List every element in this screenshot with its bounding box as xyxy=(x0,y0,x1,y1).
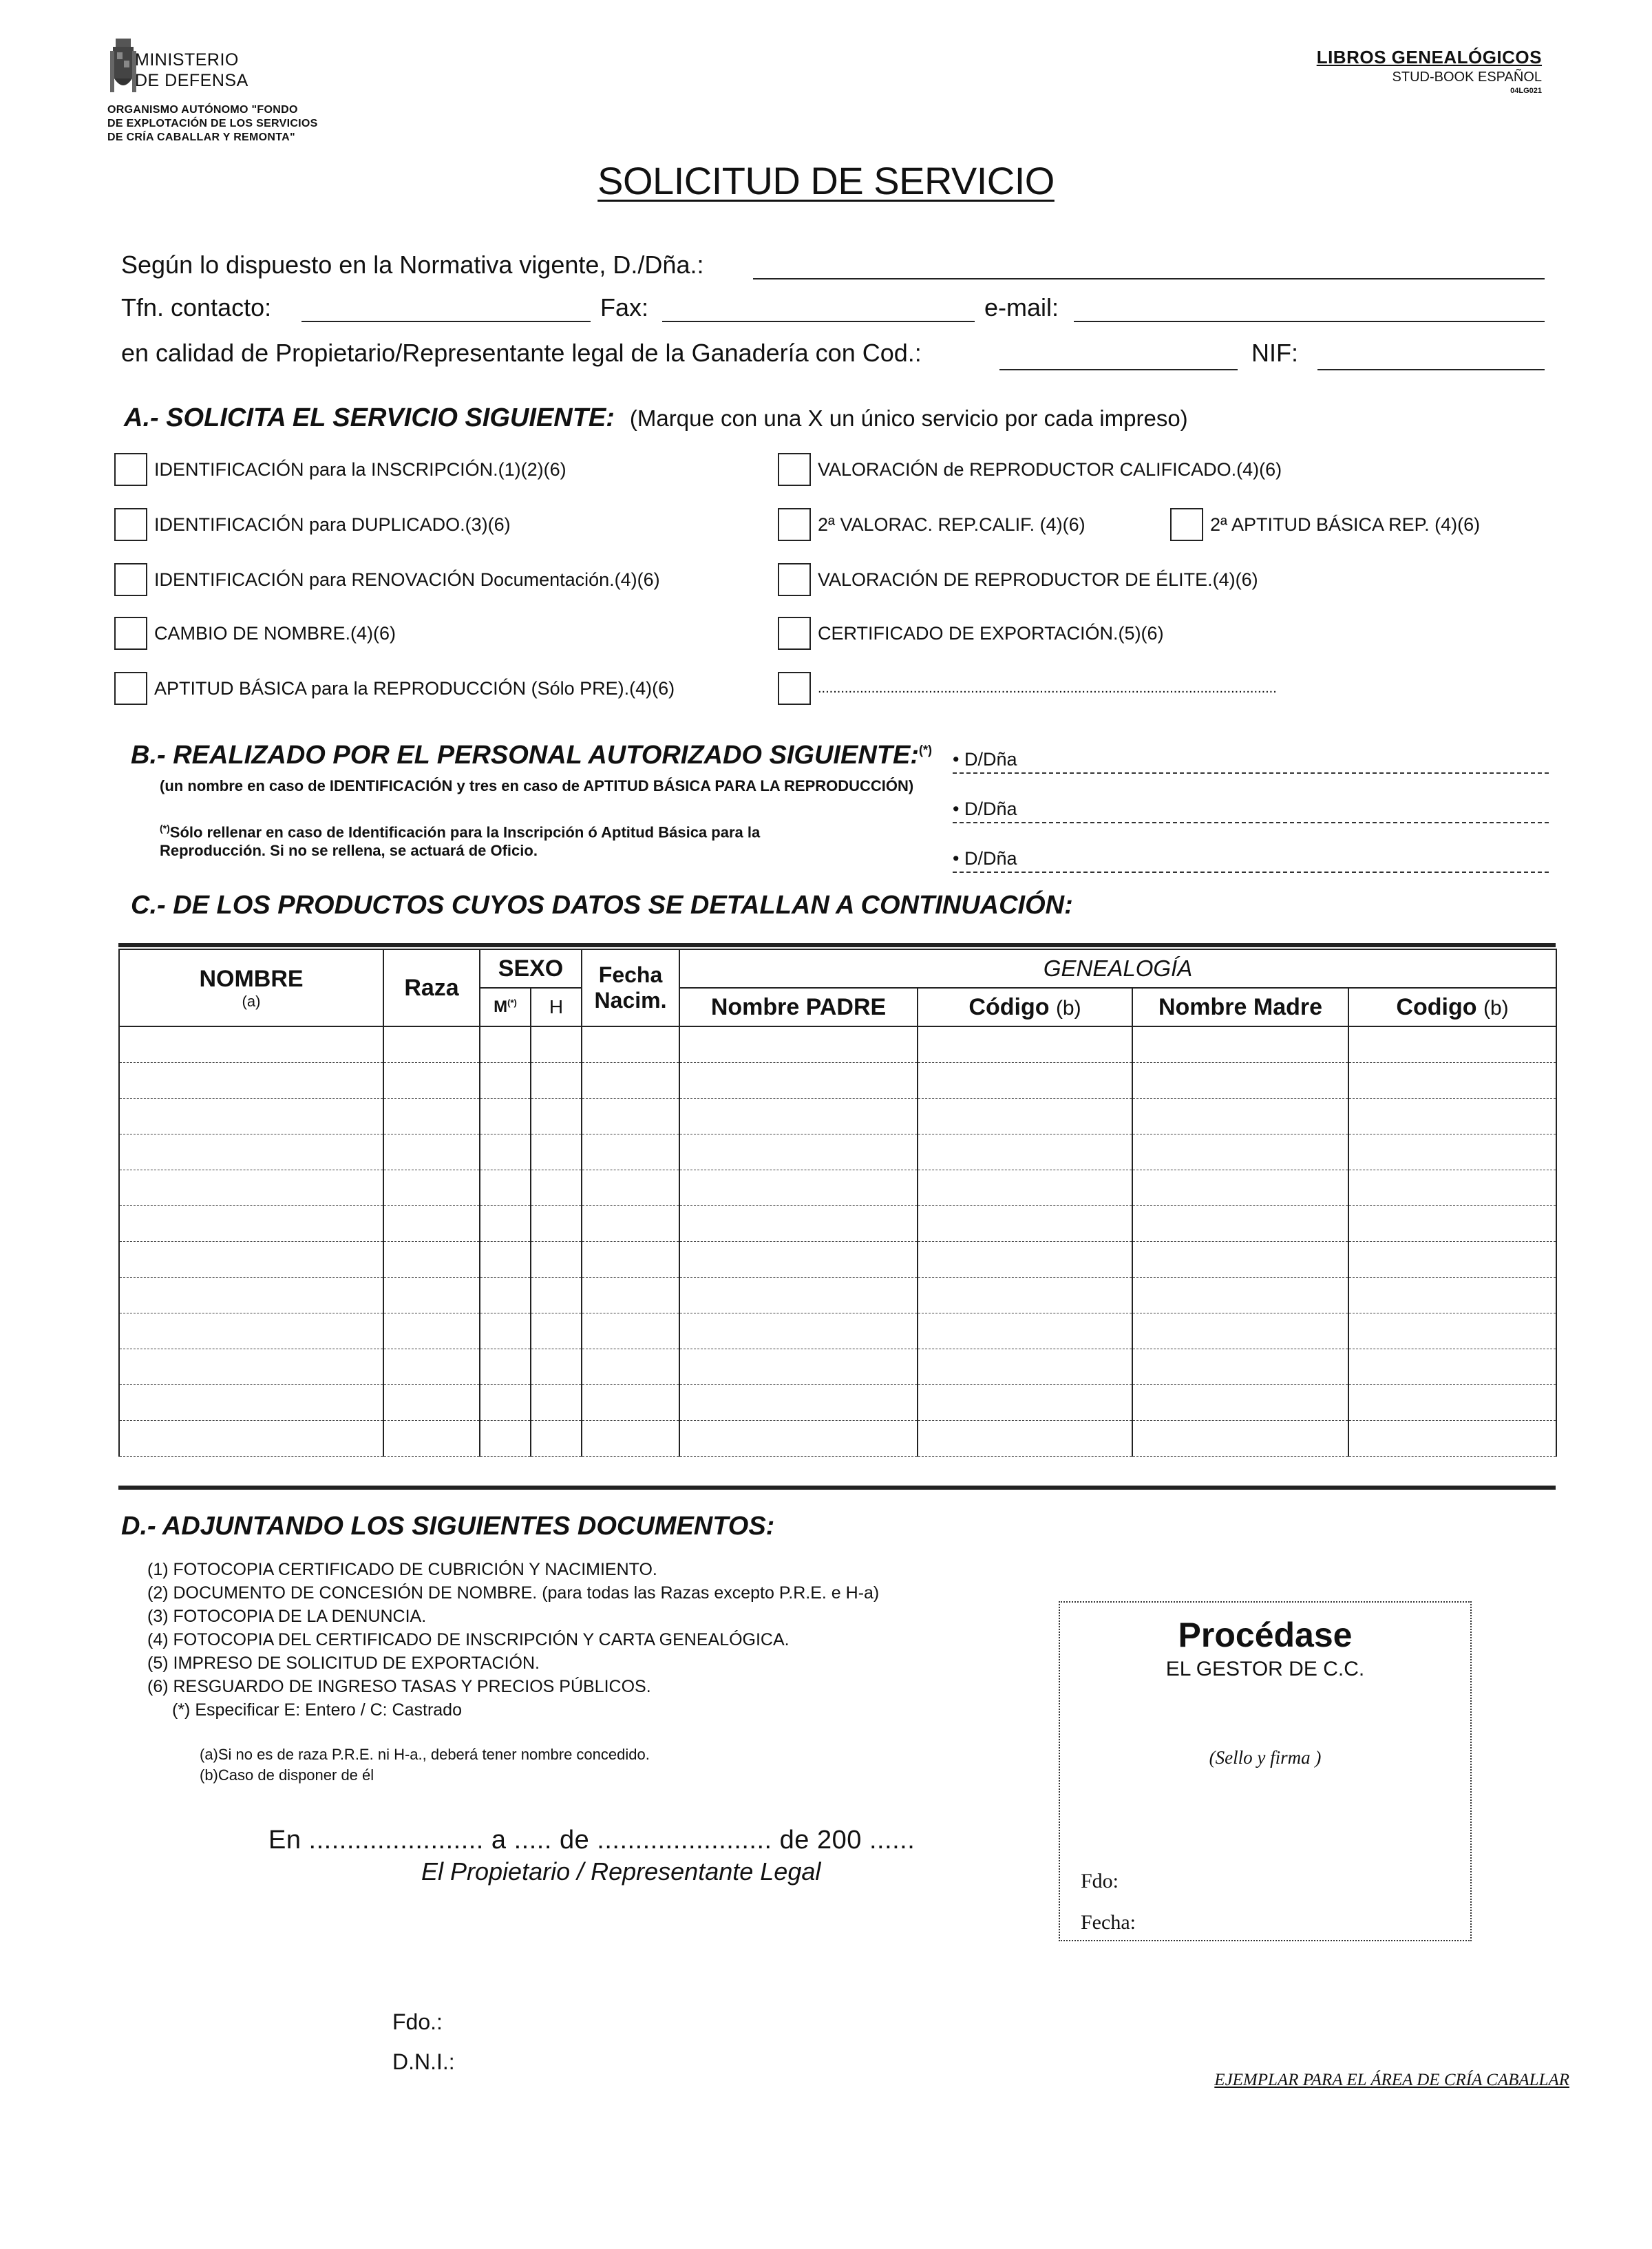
table-cell[interactable] xyxy=(679,1349,918,1385)
table-row xyxy=(119,1099,1556,1134)
section-c-title: C.- DE LOS PRODUCTOS CUYOS DATOS SE DETALLAN A CONTINUACIÓN: xyxy=(131,891,1073,920)
doc-item: (6) RESGUARDO DE INGRESO TASAS Y PRECIOS PÚBLICOS. xyxy=(147,1677,651,1696)
procedase-label: Procédase xyxy=(1178,1616,1353,1654)
option-valoracion-calificado[interactable] xyxy=(778,453,1282,486)
table-cell[interactable] xyxy=(582,1099,679,1134)
doc-item: (4) FOTOCOPIA DEL CERTIFICADO DE INSCRIPCIÓN Y CARTA GENEALÓGICA. xyxy=(147,1630,790,1649)
doc-item: (1) FOTOCOPIA CERTIFICADO DE CUBRICIÓN Y NACIMIENTO. xyxy=(147,1560,657,1579)
table-cell[interactable] xyxy=(480,1170,531,1206)
table-cell[interactable] xyxy=(119,1206,383,1242)
option-label: APTITUD BÁSICA para la REPRODUCCIÓN (Sólo PRE).(4)(6) xyxy=(154,677,675,699)
codigo-madre-label: Codigo xyxy=(1396,993,1477,1020)
option-identificacion-duplicado[interactable] xyxy=(114,508,511,541)
email-label: e-mail: xyxy=(984,293,1059,321)
table-cell[interactable] xyxy=(1132,1385,1348,1421)
owner-signature xyxy=(392,2002,455,2082)
section-b-sup: (*) xyxy=(919,743,932,757)
section-a-heading: A.- SOLICITA EL SERVICIO SIGUIENTE: xyxy=(124,403,615,432)
table-cell[interactable] xyxy=(531,1170,582,1206)
table-cell[interactable] xyxy=(531,1134,582,1170)
table-cell[interactable] xyxy=(480,1134,531,1170)
section-b-heading: B.- REALIZADO POR EL PERSONAL AUTORIZADO SIGUIENTE: xyxy=(131,741,919,770)
table-cell[interactable] xyxy=(1132,1421,1348,1457)
table-cell[interactable] xyxy=(1132,1063,1348,1099)
table-cell[interactable] xyxy=(918,1385,1132,1421)
fax-label: Fax: xyxy=(600,293,649,321)
table-cell[interactable] xyxy=(679,1206,918,1242)
table-cell[interactable] xyxy=(119,1134,383,1170)
option-label: IDENTIFICACIÓN para la INSCRIPCIÓN.(1)(2)(6) xyxy=(154,458,566,480)
footnotes xyxy=(200,1744,650,1786)
col-sexo-m xyxy=(480,988,531,1026)
owner-name-field[interactable] xyxy=(753,278,1545,279)
table-top-rule xyxy=(118,943,1556,947)
staff-label-3: • D/Dña xyxy=(953,848,1017,869)
table-cell[interactable] xyxy=(383,1313,480,1349)
table-row xyxy=(119,1385,1556,1421)
table-row xyxy=(119,1242,1556,1278)
table-cell[interactable] xyxy=(531,1206,582,1242)
stud-book: STUD-BOOK ESPAÑOL xyxy=(1392,70,1542,85)
table-cell[interactable] xyxy=(1132,1099,1348,1134)
option-label: 2ª VALORAC. REP.CALIF. (4)(6) xyxy=(818,514,1086,535)
table-cell[interactable] xyxy=(1348,1313,1556,1349)
staff-field-1[interactable] xyxy=(953,772,1549,774)
ganaderia-code-field[interactable] xyxy=(999,369,1238,370)
table-cell[interactable] xyxy=(918,1349,1132,1385)
table-cell[interactable] xyxy=(531,1421,582,1457)
table-cell[interactable] xyxy=(582,1206,679,1242)
option-label: VALORACIÓN de REPRODUCTOR CALIFICADO.(4)(6) xyxy=(818,458,1282,480)
table-cell[interactable] xyxy=(383,1026,480,1063)
table-cell[interactable] xyxy=(383,1099,480,1134)
sex-spec-note: (*) Especificar E: Entero / C: Castrado xyxy=(172,1700,462,1720)
nif-label: NIF: xyxy=(1251,339,1298,367)
table-cell[interactable] xyxy=(679,1170,918,1206)
nif-field[interactable] xyxy=(1317,369,1545,370)
table-cell[interactable] xyxy=(1132,1134,1348,1170)
table-cell[interactable] xyxy=(582,1170,679,1206)
table-cell[interactable] xyxy=(679,1026,918,1063)
col-raza: Raza xyxy=(383,949,480,1026)
codigo-madre-sub: (b) xyxy=(1483,996,1509,1020)
table-cell[interactable] xyxy=(918,1099,1132,1134)
table-cell[interactable] xyxy=(1348,1206,1556,1242)
representative-label: El Propietario / Representante Legal xyxy=(421,1857,821,1886)
owner-role-label: en calidad de Propietario/Representante legal de la Ganadería con Cod.: xyxy=(121,339,922,367)
col-sexo-h: H xyxy=(531,988,582,1026)
table-cell[interactable] xyxy=(679,1421,918,1457)
doc-item: (3) FOTOCOPIA DE LA DENUNCIA. xyxy=(147,1607,427,1626)
table-cell[interactable] xyxy=(480,1099,531,1134)
ministry-line-2: DE DEFENSA xyxy=(135,71,248,90)
place-date-line: En ....................... a ..... de ....................... de 200 ...... xyxy=(268,1826,915,1855)
table-cell[interactable] xyxy=(383,1385,480,1421)
footnote-a: (a)Si no es de raza P.R.E. ni H-a., deberá tener nombre concedido. xyxy=(200,1746,650,1763)
table-cell[interactable] xyxy=(480,1063,531,1099)
option-label: VALORACIÓN DE REPRODUCTOR DE ÉLITE.(4)(6) xyxy=(818,569,1258,590)
table-cell[interactable] xyxy=(119,1026,383,1063)
table-cell[interactable] xyxy=(918,1134,1132,1170)
checkbox[interactable] xyxy=(114,617,147,650)
option-aptitud-basica[interactable] xyxy=(114,672,675,705)
table-cell[interactable] xyxy=(679,1134,918,1170)
table-cell[interactable] xyxy=(531,1278,582,1313)
table-cell[interactable] xyxy=(531,1313,582,1349)
table-cell[interactable] xyxy=(679,1099,918,1134)
products-table-body xyxy=(119,1026,1556,1457)
checkbox[interactable] xyxy=(1170,508,1203,541)
table-cell[interactable] xyxy=(918,1206,1132,1242)
form-code: 04LG021 xyxy=(1510,87,1542,95)
footer-copy-label: EJEMPLAR PARA EL ÁREA DE CRÍA CABALLAR xyxy=(1214,2071,1569,2089)
m-label: M xyxy=(494,997,508,1016)
table-cell[interactable] xyxy=(918,1421,1132,1457)
table-cell[interactable] xyxy=(531,1349,582,1385)
checkbox[interactable] xyxy=(778,508,811,541)
table-cell[interactable] xyxy=(1132,1170,1348,1206)
table-cell[interactable] xyxy=(383,1170,480,1206)
header-right xyxy=(1317,47,1542,95)
option-identificacion-inscripcion[interactable] xyxy=(114,453,566,486)
table-row xyxy=(119,1421,1556,1457)
doc-item: (2) DOCUMENTO DE CONCESIÓN DE NOMBRE. (para todas las Razas excepto P.R.E. e H-a) xyxy=(147,1583,880,1603)
table-cell[interactable] xyxy=(679,1278,918,1313)
table-cell[interactable] xyxy=(531,1026,582,1063)
table-row xyxy=(119,1349,1556,1385)
table-cell[interactable] xyxy=(119,1170,383,1206)
table-cell[interactable] xyxy=(582,1026,679,1063)
option-identificacion-renovacion[interactable] xyxy=(114,563,660,596)
products-table xyxy=(118,949,1557,1457)
ministry-name xyxy=(135,50,248,91)
checkbox[interactable] xyxy=(114,672,147,705)
table-cell[interactable] xyxy=(383,1349,480,1385)
section-d-title: D.- ADJUNTANDO LOS SIGUIENTES DOCUMENTOS: xyxy=(121,1512,775,1541)
table-cell[interactable] xyxy=(679,1242,918,1278)
owner-dni-label: D.N.I.: xyxy=(392,2049,455,2074)
table-cell[interactable] xyxy=(679,1385,918,1421)
section-b-title xyxy=(131,741,932,770)
table-row xyxy=(119,1026,1556,1063)
table-cell[interactable] xyxy=(1348,1278,1556,1313)
table-cell[interactable] xyxy=(119,1421,383,1457)
owner-label: Según lo dispuesto en la Normativa vigente, D./Dña.: xyxy=(121,251,704,279)
col-nombre xyxy=(119,949,383,1026)
table-cell[interactable] xyxy=(480,1206,531,1242)
table-cell[interactable] xyxy=(582,1313,679,1349)
table-cell[interactable] xyxy=(582,1063,679,1099)
table-cell[interactable] xyxy=(531,1385,582,1421)
table-cell[interactable] xyxy=(1348,1063,1556,1099)
checkbox[interactable] xyxy=(778,672,811,705)
codigo-padre-label: Código xyxy=(968,993,1050,1020)
table-cell[interactable] xyxy=(1348,1385,1556,1421)
section-a-note: (Marque con una X un único servicio por cada impreso) xyxy=(629,405,1188,431)
option-2a-valoracion[interactable] xyxy=(778,508,1086,541)
coat-of-arms-icon xyxy=(109,37,138,102)
org-line-3: DE CRÍA CABALLAR Y REMONTA" xyxy=(107,131,295,143)
table-cell[interactable] xyxy=(582,1385,679,1421)
table-cell[interactable] xyxy=(383,1421,480,1457)
staff-label-2: • D/Dña xyxy=(953,799,1017,819)
table-cell[interactable] xyxy=(582,1278,679,1313)
table-row xyxy=(119,1313,1556,1349)
section-b-note-1: (un nombre en caso de IDENTIFICACIÓN y tres en caso de APTITUD BÁSICA PARA LA REPRODUCCIÓN) xyxy=(160,777,914,794)
table-cell[interactable] xyxy=(918,1170,1132,1206)
checkbox[interactable] xyxy=(778,563,811,596)
col-codigo-madre xyxy=(1348,988,1556,1026)
option-cambio-nombre[interactable] xyxy=(114,617,396,650)
table-cell[interactable] xyxy=(119,1278,383,1313)
option-label: IDENTIFICACIÓN para DUPLICADO.(3)(6) xyxy=(154,514,511,535)
table-cell[interactable] xyxy=(1132,1278,1348,1313)
option-2a-aptitud-basica[interactable] xyxy=(1170,508,1480,541)
staff-field-2[interactable] xyxy=(953,822,1549,823)
table-cell[interactable] xyxy=(1348,1421,1556,1457)
checkbox[interactable] xyxy=(114,453,147,486)
option-certificado-exportacion[interactable] xyxy=(778,617,1164,650)
table-cell[interactable] xyxy=(1348,1099,1556,1134)
table-cell[interactable] xyxy=(119,1242,383,1278)
footnote-b: (b)Caso de disponer de él xyxy=(200,1766,374,1784)
table-cell[interactable] xyxy=(480,1385,531,1421)
col-nombre-label: NOMBRE xyxy=(199,965,304,992)
table-cell[interactable] xyxy=(918,1242,1132,1278)
table-cell[interactable] xyxy=(918,1313,1132,1349)
table-cell[interactable] xyxy=(119,1063,383,1099)
table-cell[interactable] xyxy=(119,1349,383,1385)
m-sup: (*) xyxy=(507,997,517,1008)
table-cell[interactable] xyxy=(918,1026,1132,1063)
checkbox[interactable] xyxy=(114,563,147,596)
table-cell[interactable] xyxy=(918,1063,1132,1099)
table-cell[interactable] xyxy=(383,1134,480,1170)
table-bottom-rule xyxy=(118,1486,1556,1490)
email-field[interactable] xyxy=(1074,321,1545,322)
col-nombre-padre: Nombre PADRE xyxy=(679,988,918,1026)
col-codigo-padre xyxy=(918,988,1132,1026)
option-label: 2ª APTITUD BÁSICA REP. (4)(6) xyxy=(1210,514,1481,535)
note-2-text: Sólo rellenar en caso de Identificación para la Inscripción ó Aptitud Básica para la Reproducción. Si no se rellena, se actuará de Oficio. xyxy=(160,823,761,860)
phone-label: Tfn. contacto: xyxy=(121,293,272,321)
table-cell[interactable] xyxy=(1132,1206,1348,1242)
documents-list xyxy=(147,1558,879,1722)
option-label: CERTIFICADO DE EXPORTACIÓN.(5)(6) xyxy=(818,622,1164,644)
option-label: CAMBIO DE NOMBRE.(4)(6) xyxy=(154,622,396,644)
table-cell[interactable] xyxy=(1348,1026,1556,1063)
table-cell[interactable] xyxy=(480,1242,531,1278)
owner-fdo-label: Fdo.: xyxy=(392,2009,443,2034)
table-cell[interactable] xyxy=(119,1385,383,1421)
phone-field[interactable] xyxy=(301,321,591,322)
stamp-fecha-label: Fecha: xyxy=(1081,1911,1136,1934)
org-line-2: DE EXPLOTACIÓN DE LOS SERVICIOS xyxy=(107,118,318,129)
doc-item: (5) IMPRESO DE SOLICITUD DE EXPORTACIÓN. xyxy=(147,1654,540,1673)
table-cell[interactable] xyxy=(582,1421,679,1457)
page-title: SOLICITUD DE SERVICIO xyxy=(597,159,1055,202)
col-fecha: Fecha Nacim. xyxy=(582,949,679,1026)
table-row xyxy=(119,1063,1556,1099)
section-b-note-2 xyxy=(160,819,848,860)
organism-name xyxy=(107,103,318,145)
table-cell[interactable] xyxy=(582,1242,679,1278)
staff-field-3[interactable] xyxy=(953,872,1549,873)
col-sexo: SEXO xyxy=(480,949,582,988)
table-cell[interactable] xyxy=(480,1278,531,1313)
table-cell[interactable] xyxy=(1348,1242,1556,1278)
checkbox[interactable] xyxy=(114,508,147,541)
fax-field[interactable] xyxy=(662,321,975,322)
table-cell[interactable] xyxy=(383,1063,480,1099)
ministry-line-1: MINISTERIO xyxy=(135,50,239,70)
table-cell[interactable] xyxy=(1132,1026,1348,1063)
table-cell[interactable] xyxy=(480,1349,531,1385)
stamp-box xyxy=(1059,1601,1472,1941)
table-cell[interactable] xyxy=(1348,1170,1556,1206)
table-cell[interactable] xyxy=(119,1313,383,1349)
table-cell[interactable] xyxy=(582,1349,679,1385)
table-row xyxy=(119,1206,1556,1242)
table-row xyxy=(119,1134,1556,1170)
table-cell[interactable] xyxy=(679,1313,918,1349)
table-cell[interactable] xyxy=(1348,1349,1556,1385)
option-other-dots: ........................................................................................................................ xyxy=(818,680,1277,696)
note-2-sup: (*) xyxy=(160,823,170,834)
option-label: IDENTIFICACIÓN para RENOVACIÓN Documentación.(4)(6) xyxy=(154,569,660,590)
col-nombre-sub: (a) xyxy=(242,992,261,1010)
table-cell[interactable] xyxy=(531,1242,582,1278)
stamp-fdo-label: Fdo: xyxy=(1081,1870,1119,1892)
table-cell[interactable] xyxy=(383,1206,480,1242)
checkbox[interactable] xyxy=(778,453,811,486)
table-cell[interactable] xyxy=(1132,1242,1348,1278)
checkbox[interactable] xyxy=(778,617,811,650)
table-cell[interactable] xyxy=(480,1313,531,1349)
sello-label: (Sello y firma ) xyxy=(1209,1747,1322,1768)
table-cell[interactable] xyxy=(1348,1134,1556,1170)
table-row xyxy=(119,1278,1556,1313)
table-cell[interactable] xyxy=(119,1099,383,1134)
table-cell[interactable] xyxy=(480,1421,531,1457)
table-cell[interactable] xyxy=(531,1099,582,1134)
col-nombre-madre: Nombre Madre xyxy=(1132,988,1348,1026)
table-cell[interactable] xyxy=(1132,1313,1348,1349)
option-other[interactable] xyxy=(778,672,1277,705)
table-cell[interactable] xyxy=(383,1242,480,1278)
table-cell[interactable] xyxy=(531,1063,582,1099)
section-a-title xyxy=(124,403,1188,433)
table-cell[interactable] xyxy=(480,1026,531,1063)
table-cell[interactable] xyxy=(383,1278,480,1313)
codigo-padre-sub: (b) xyxy=(1055,996,1081,1020)
option-valoracion-elite[interactable] xyxy=(778,563,1258,596)
table-cell[interactable] xyxy=(918,1278,1132,1313)
org-line-1: ORGANISMO AUTÓNOMO "FONDO xyxy=(107,104,298,116)
gestor-label: EL GESTOR DE C.C. xyxy=(1165,1658,1365,1680)
libros-genealogicos: LIBROS GENEALÓGICOS xyxy=(1316,47,1542,67)
table-row xyxy=(119,1170,1556,1206)
table-cell[interactable] xyxy=(582,1134,679,1170)
staff-label-1: • D/Dña xyxy=(953,749,1017,770)
col-genealogia: GENEALOGÍA xyxy=(679,949,1556,988)
table-cell[interactable] xyxy=(1132,1349,1348,1385)
table-cell[interactable] xyxy=(679,1063,918,1099)
